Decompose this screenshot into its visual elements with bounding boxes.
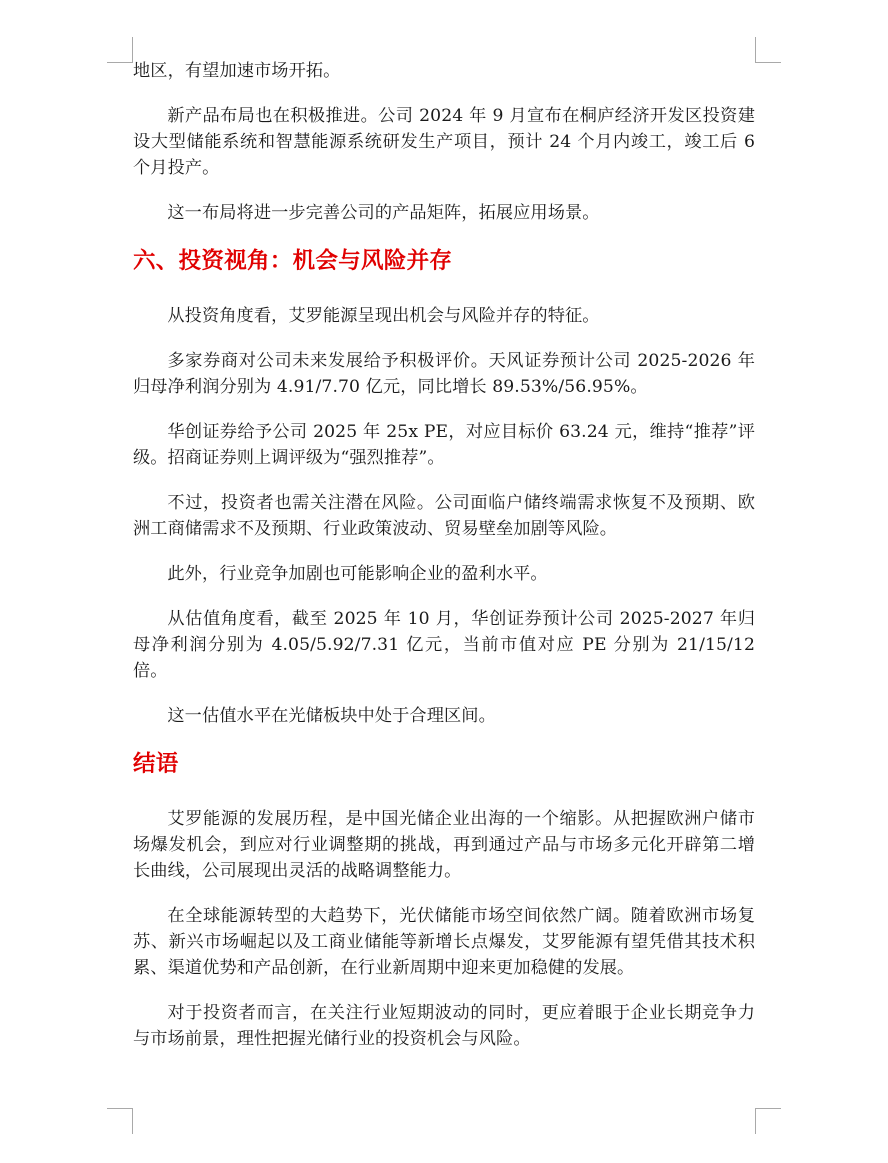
paragraph-new-product: 新产品布局也在积极推进。公司 2024 年 9 月宣布在桐庐经济开发区投资建设大型储能系统和智慧能源系统研发生产项目，预计 24 个月内竣工，竣工后 6 个月投产。 [133, 106, 755, 178]
page-body [133, 58, 755, 1071]
page-corner-mark-top-right [755, 37, 781, 63]
paragraph-valuation-range: 这一估值水平在光储板块中处于合理区间。 [167, 706, 496, 726]
section-heading-investment: 六、投资视角：机会与风险并存 [133, 248, 453, 274]
paragraph-product-matrix: 这一布局将进一步完善公司的产品矩阵，拓展应用场景。 [167, 203, 600, 223]
page-corner-mark-bottom-right [755, 1108, 781, 1134]
paragraph-continued: 地区，有望加速市场开拓。 [133, 61, 341, 81]
paragraph-conclusion-outlook: 在全球能源转型的大趋势下，光伏储能市场空间依然广阔。随着欧洲市场复苏、新兴市场崛起以及工商业储能等新增长点爆发，艾罗能源有望凭借其技术积累、渠道优势和产品创新，在行业新周期中迎来更加稳健的发展。 [133, 906, 755, 978]
page-corner-mark-bottom-left [107, 1108, 133, 1134]
page-corner-mark-top-left [107, 37, 133, 63]
paragraph-risks: 不过，投资者也需关注潜在风险。公司面临户储终端需求恢复不及预期、欧洲工商储需求不及预期、行业政策波动、贸易壁垒加剧等风险。 [133, 493, 755, 539]
paragraph-conclusion-history: 艾罗能源的发展历程，是中国光储企业出海的一个缩影。从把握欧洲户储市场爆发机会，到应对行业调整期的挑战，再到通过产品与市场多元化开辟第二增长曲线，公司展现出灵活的战略调整能力。 [133, 809, 755, 881]
paragraph-investment-intro: 从投资角度看，艾罗能源呈现出机会与风险并存的特征。 [167, 306, 600, 326]
paragraph-competition: 此外，行业竞争加剧也可能影响企业的盈利水平。 [167, 564, 548, 584]
paragraph-broker-forecast: 多家券商对公司未来发展给予积极评价。天风证券预计公司 2025-2026 年归母净利润分别为 4.91/7.70 亿元，同比增长 89.53%/56.95%。 [133, 351, 755, 397]
paragraph-target-price: 华创证券给予公司 2025 年 25x PE，对应目标价 63.24 元，维持“推荐”评级。招商证券则上调评级为“强烈推荐”。 [133, 422, 755, 468]
paragraph-valuation: 从估值角度看，截至 2025 年 10 月，华创证券预计公司 2025-2027 年归母净利润分别为 4.05/5.92/7.31 亿元，当前市值对应 PE 分别为 21/15/12 倍。 [133, 609, 755, 681]
section-heading-conclusion: 结语 [133, 751, 179, 777]
paragraph-conclusion-investors: 对于投资者而言，在关注行业短期波动的同时，更应着眼于企业长期竞争力与市场前景，理性把握光储行业的投资机会与风险。 [133, 1003, 755, 1049]
